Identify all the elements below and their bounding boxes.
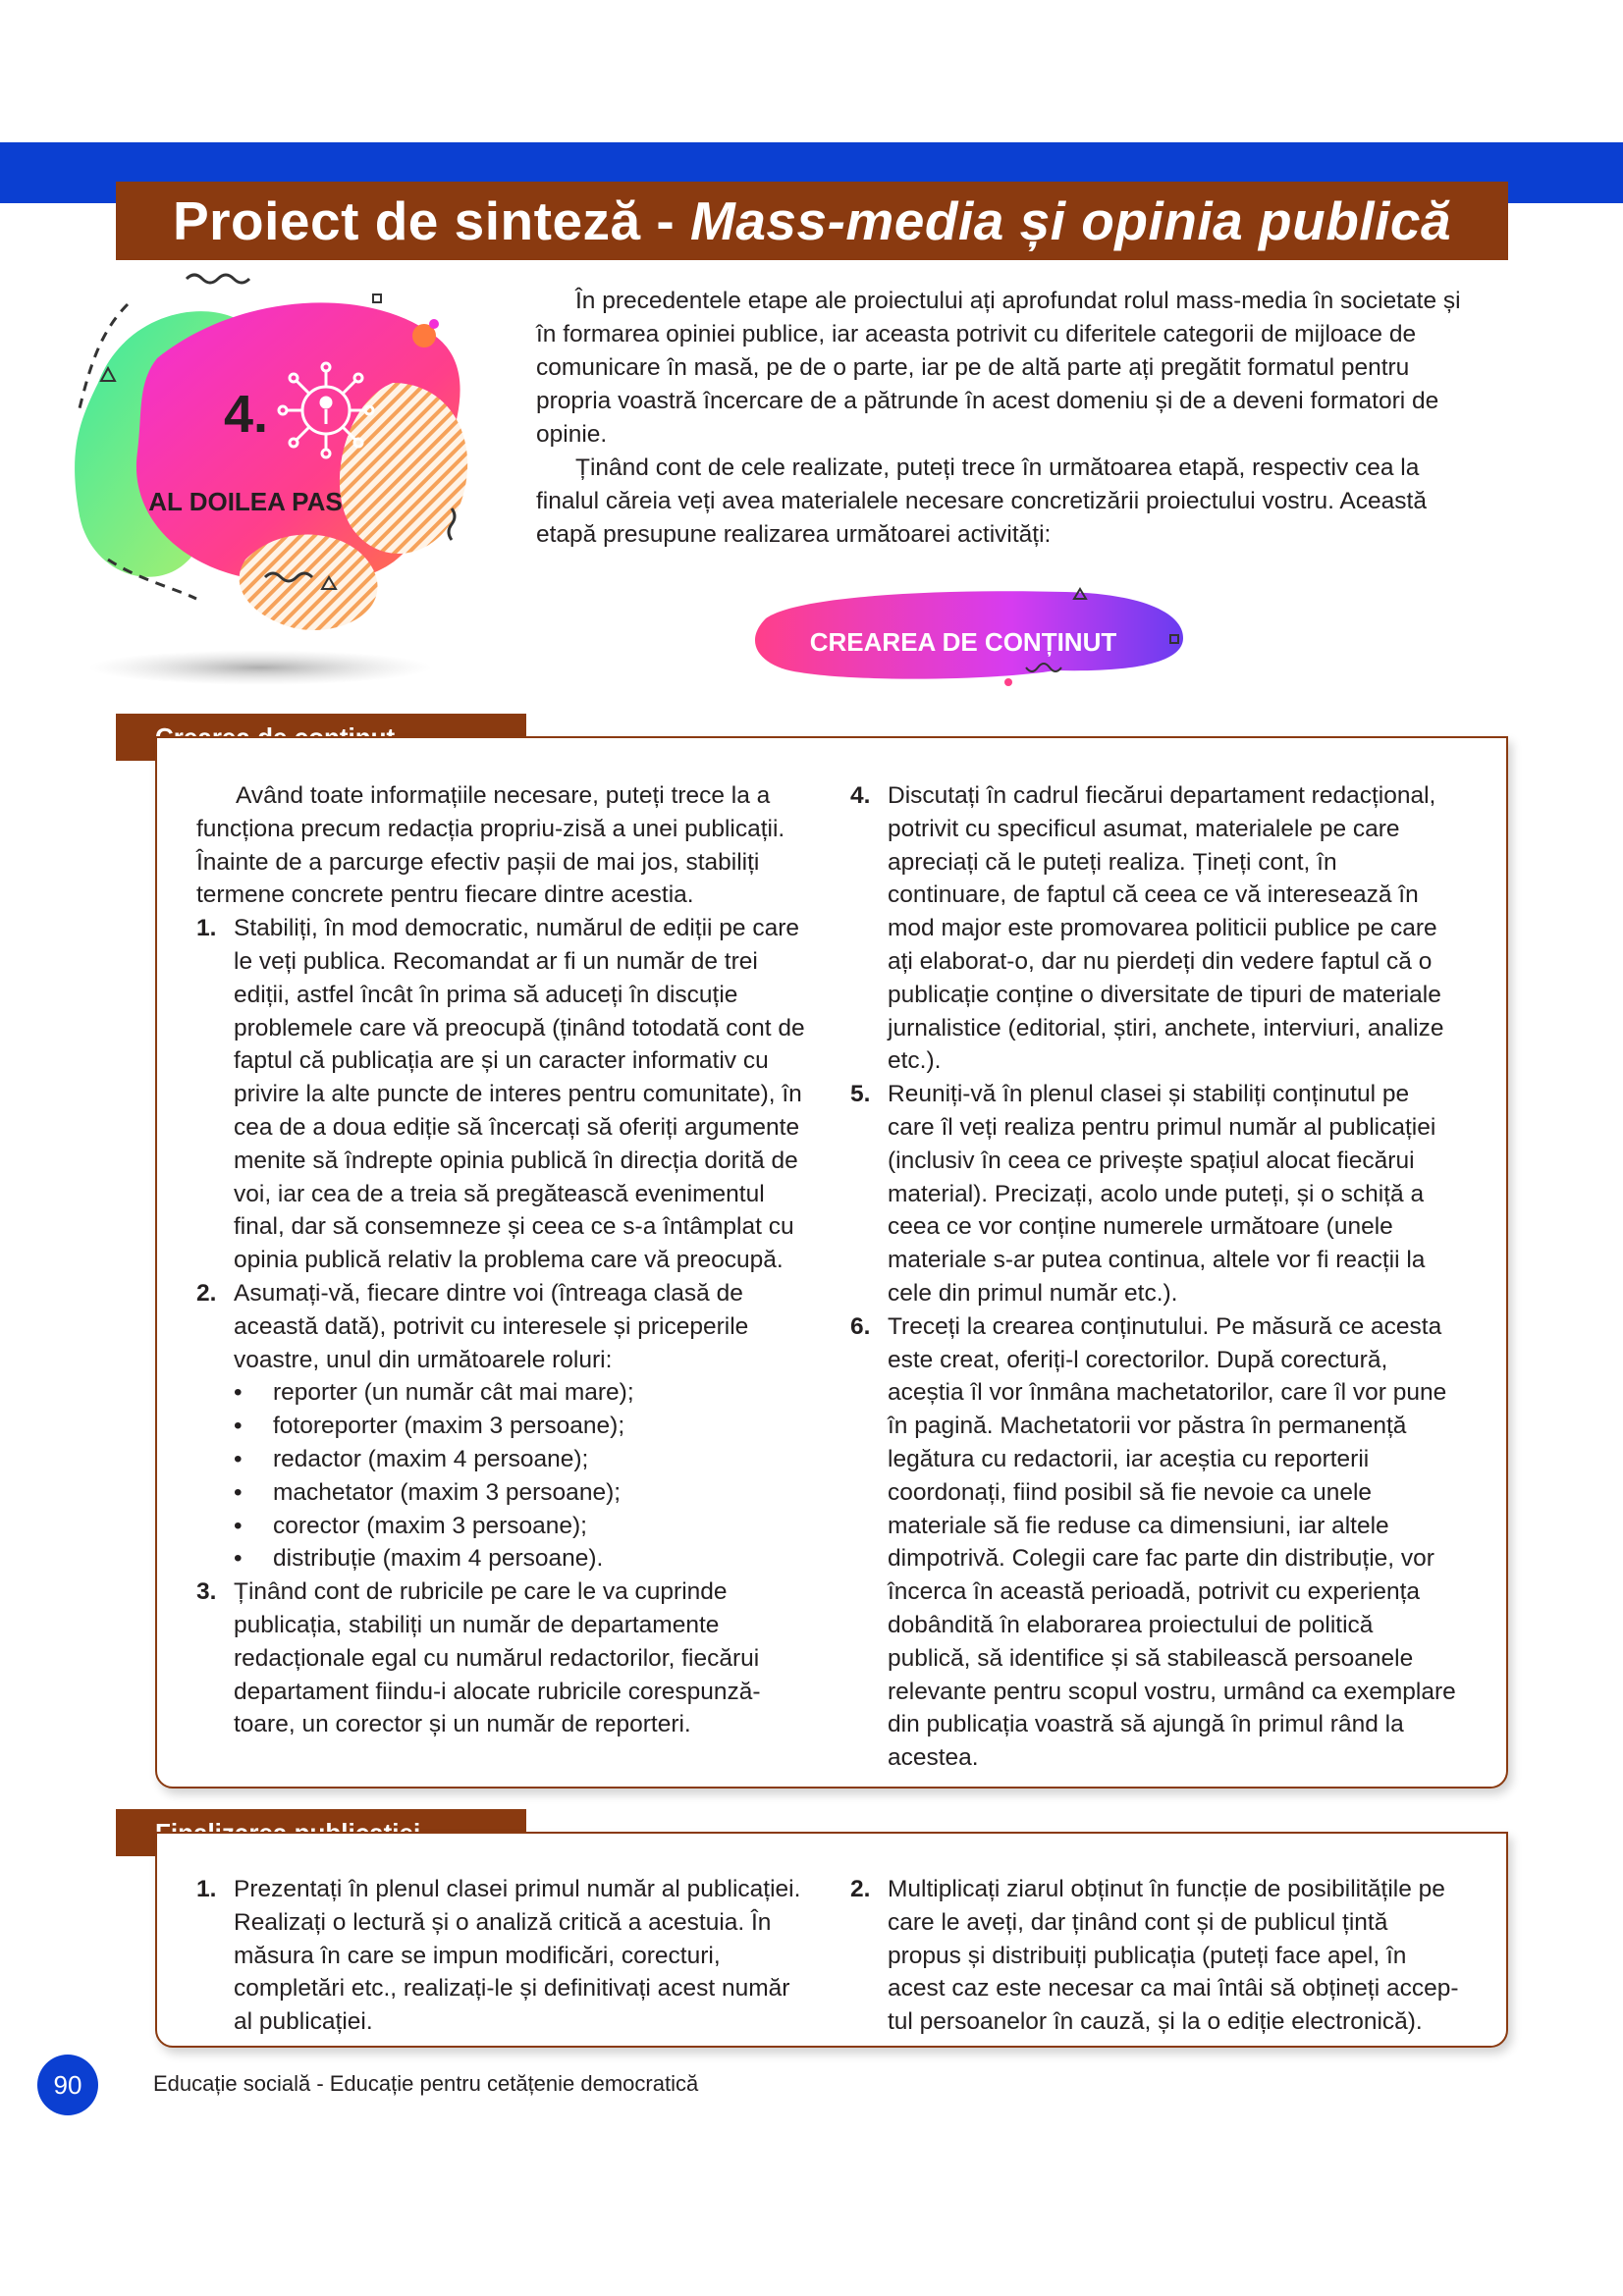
page-title: Proiect de sinteză - Mass-media și opinia publică bbox=[172, 190, 1452, 251]
left-column bbox=[196, 1873, 810, 2039]
role-item: • distribuție (maxim 4 persoane). bbox=[234, 1545, 604, 1573]
list-item: 3. Ținând cont de rubricile pe care le va cuprinde publicația, stabiliți un număr de departamente redacționale egal cu numărul redactorilor, fiecărui departament fiindu-i alocate rubricile corespunzătoare, un corector și un număr de reporteri. bbox=[196, 1578, 761, 1738]
role-item: • reporter (un număr cât mai mare); bbox=[234, 1379, 634, 1407]
role-item: • machetator (maxim 3 persoane); bbox=[234, 1478, 622, 1506]
badge-label: AL DOILEA PAS bbox=[148, 487, 343, 516]
intro-text bbox=[536, 285, 1479, 552]
list-item: 5. Reuniți-vă în plenul clasei și stabiliți conținutul pe care îl veți realiza pentru primul număr al publicației (inclusiv în ceea ce privește spațiul alocat fiecărui material). Precizați, acolo unde puteți, și o schiță a ceea ce vor conține numerele următoare (unele materiale s-ar putea continua, altele vor fi reacții la cele din primul număr etc.). bbox=[850, 1081, 1436, 1307]
step-badge bbox=[69, 265, 511, 707]
banner-label: CREAREA DE CONȚINUT bbox=[809, 627, 1117, 657]
section-box-creation bbox=[155, 736, 1508, 1789]
role-item: • corector (maxim 3 persoane); bbox=[234, 1512, 587, 1539]
section-intro: Având toate informațiile necesare, puteți trece la a funcționa precum redacția propriu-zisă a unei publicații. Înainte de a parcurge efectiv pașii de mai jos, stabiliți termene concrete pentru fiecare dintre acestia. bbox=[196, 782, 785, 909]
intro-paragraph-1: În precedentele etape ale proiectului ați aprofundat rolul mass-media în societate și în formarea opiniei publice, iar aceasta potrivit cu diferitele categorii de mijloace de comunicare în masă, pe de o parte, iar pe de altă parte ați pregătit formatul pentru propria voastră încercare de a pătrunde în acest domeniu și de a deveni formatori de opinie. bbox=[536, 288, 1461, 448]
role-item: • redactor (maxim 4 persoane); bbox=[234, 1445, 589, 1472]
page-number: 90 bbox=[37, 2055, 98, 2115]
role-item: • fotoreporter (maxim 3 persoane); bbox=[234, 1413, 625, 1440]
activity-banner bbox=[741, 584, 1203, 692]
footer-book-title: Educație socială - Educație pentru cetățenie democratică bbox=[153, 2071, 699, 2096]
list-item: 6. Treceți la crearea conținutului. Pe măsură ce acesta este creat, oferiți-l corectorilor. După corectură, aceștia îl vor înmâna machetatorilor, care îl vor pune în pagină. Machetatorii vor păstra în permanență legătura cu redactorii, iar aceștia cu reporterii coordonați, fiind posibil să fie nevoie ca unele materiale să fie reduse ca dimensiuni, iar altele dimpotrivă. Colegii care fac parte din distribuție, vor încerca în această perioadă, potrivit cu experiența dobândită în elaborarea proiectului de politică publică, să identifice și să stabilească persoanele relevante pentru scopul vostru, urmând ca exemplare din publicația voastră să ajungă în primul rând la acestea. bbox=[850, 1312, 1456, 1772]
intro-paragraph-2: Ținând cont de cele realizate, puteți trece în următoarea etapă, respectiv cea la finalul căreia veți avea materialele necesare concretizării proiectului vostru. Această etapă presupune realizarea următoarei activități: bbox=[536, 454, 1427, 548]
list-item: 4. Discutați în cadrul fiecărui departament redacțional, potrivit cu specificul asumat, materialele pe care apreciați că le puteți realiza. Țineți cont, în continuare, de faptul că ceea ce vă interesează în mod major este promovarea politicii publice pe care ați elaborat-o, dar nu pierdeți din vedere faptul că o publicație conține o diversitate de tipuri de materiale jurnalistice (editorial, știri, anchete, interviuri, analize etc.). bbox=[850, 782, 1444, 1075]
list-item: 1. Stabiliți, în mod democratic, numărul de ediții pe care le veți publica. Recomandat ar fi un număr de trei ediții, astfel încât în prima să aduceți în discuție problemele care vă preocupă (ținând totodată cont de faptul că publicația are și un caracter informativ cu privire la alte puncte de interes pentru comunitate), în cea de a doua ediție să încercați să oferiți argumente menite să îndrepte opinia publică în direcția dorită de voi, iar cea de a treia să pregătească evenimentul final, dar să consemneze și ceea ce s-a întâmplat cu opinia publică relativ la problema care vă preocupă. bbox=[196, 915, 805, 1274]
badge-number: 4. bbox=[224, 385, 269, 444]
list-item: 1. Prezentați în plenul clasei primul număr al publicației. Realizați o lectură și o analiză critică a acestuia. În măsura în care se impun modificări, corecturi, completări etc., realizați-le și definitivați acest număr al publicației. bbox=[196, 1876, 801, 2036]
list-item: 2. Multiplicați ziarul obținut în funcție de posibilitățile pe care le aveți, dar ținând cont și de publicul țintă propus și distribuiți publicația (puteți face apel, în acest caz este necesar ca mai întâi să obțineți acceptul persoanelor în cauză, și la o ediție electronică). bbox=[850, 1876, 1459, 2036]
list-item: 2. Asumați-vă, fiecare dintre voi (întreaga clasă de această dată), potrivit cu interesele și priceperile voastre, unul din următoarele roluri: bbox=[196, 1279, 749, 1373]
left-column bbox=[196, 779, 810, 1741]
section-box-finalization bbox=[155, 1832, 1508, 2048]
right-column bbox=[850, 1873, 1461, 2039]
right-column bbox=[850, 779, 1461, 1775]
page-title-bar bbox=[116, 182, 1508, 260]
